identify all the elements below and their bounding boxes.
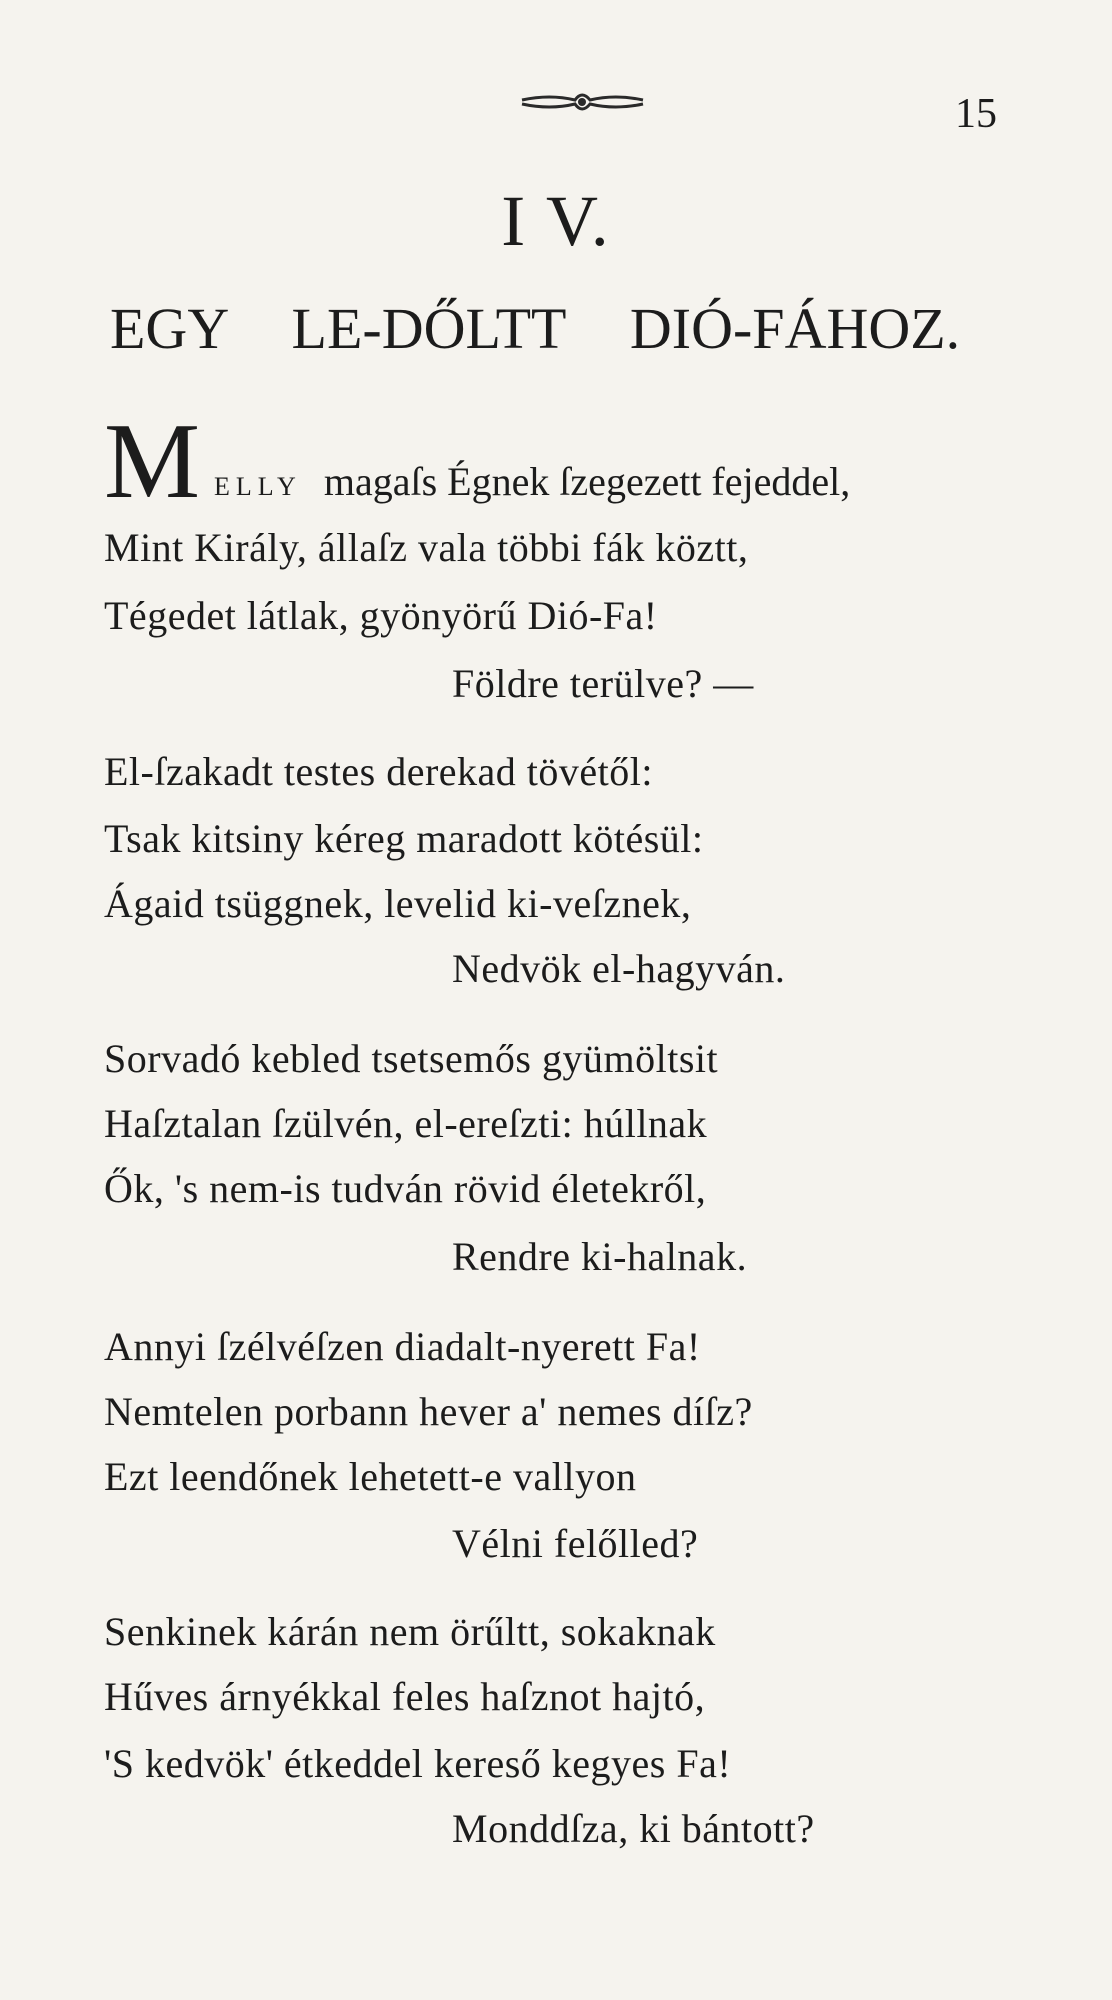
ornament-icon: [520, 86, 645, 116]
poem-line: Mint Király, állaſz vala többi fák köztt,: [104, 525, 749, 570]
poem-line: Ők, 's nem-is tudván rövid életekről,: [104, 1166, 707, 1211]
poem-line: Ágaid tsüggnek, levelid ki-veſznek,: [104, 881, 692, 926]
poem-line: Tégedet látlak, gyönyörű Dió-Fa!: [104, 593, 658, 638]
first-word-smallcaps: ELLY: [214, 472, 302, 501]
poem-line: Hűves árnyékkal feles haſznot hajtó,: [104, 1674, 706, 1719]
drop-cap: M: [104, 402, 201, 521]
poem-line: Rendre ki-halnak.: [452, 1234, 748, 1279]
poem-line: Senkinek kárán nem örűltt, sokaknak: [104, 1609, 716, 1654]
poem-line: Sorvadó kebled tsetsemős gyümöltsit: [104, 1036, 719, 1081]
poem-line: Földre terülve? —: [452, 661, 754, 706]
poem-line: Nemtelen porbann hever a' nemes díſz?: [104, 1389, 753, 1434]
poem-line: Haſztalan ſzülvén, el-ereſzti: húllnak: [104, 1101, 708, 1146]
poem-line: 'S kedvök' étkeddel kereső kegyes Fa!: [104, 1741, 732, 1786]
page-number: 15: [955, 91, 997, 137]
poem-line-1: [214, 458, 850, 505]
poem-line: Vélni felőlled?: [452, 1521, 699, 1566]
poem-line: Nedvök el-hagyván.: [452, 946, 786, 991]
poem-line: Ezt leendőnek lehetett-e vallyon: [104, 1454, 637, 1499]
poem-line: Monddſza, ki bántott?: [452, 1806, 815, 1851]
poem-title: EGY LE-DŐLTT DIÓ-FÁHOZ.: [110, 296, 961, 361]
poem-line: Annyi ſzélvéſzen diadalt-nyerett Fa!: [104, 1324, 701, 1369]
section-number: I V.: [501, 181, 611, 261]
poem-line: El-ſzakadt testes derekad tövétől:: [104, 749, 654, 794]
poem-line: Tsak kitsiny kéreg maradott kötésül:: [104, 816, 704, 861]
first-line-rest: magaſs Égnek ſzegezett fejeddel,: [323, 459, 851, 504]
